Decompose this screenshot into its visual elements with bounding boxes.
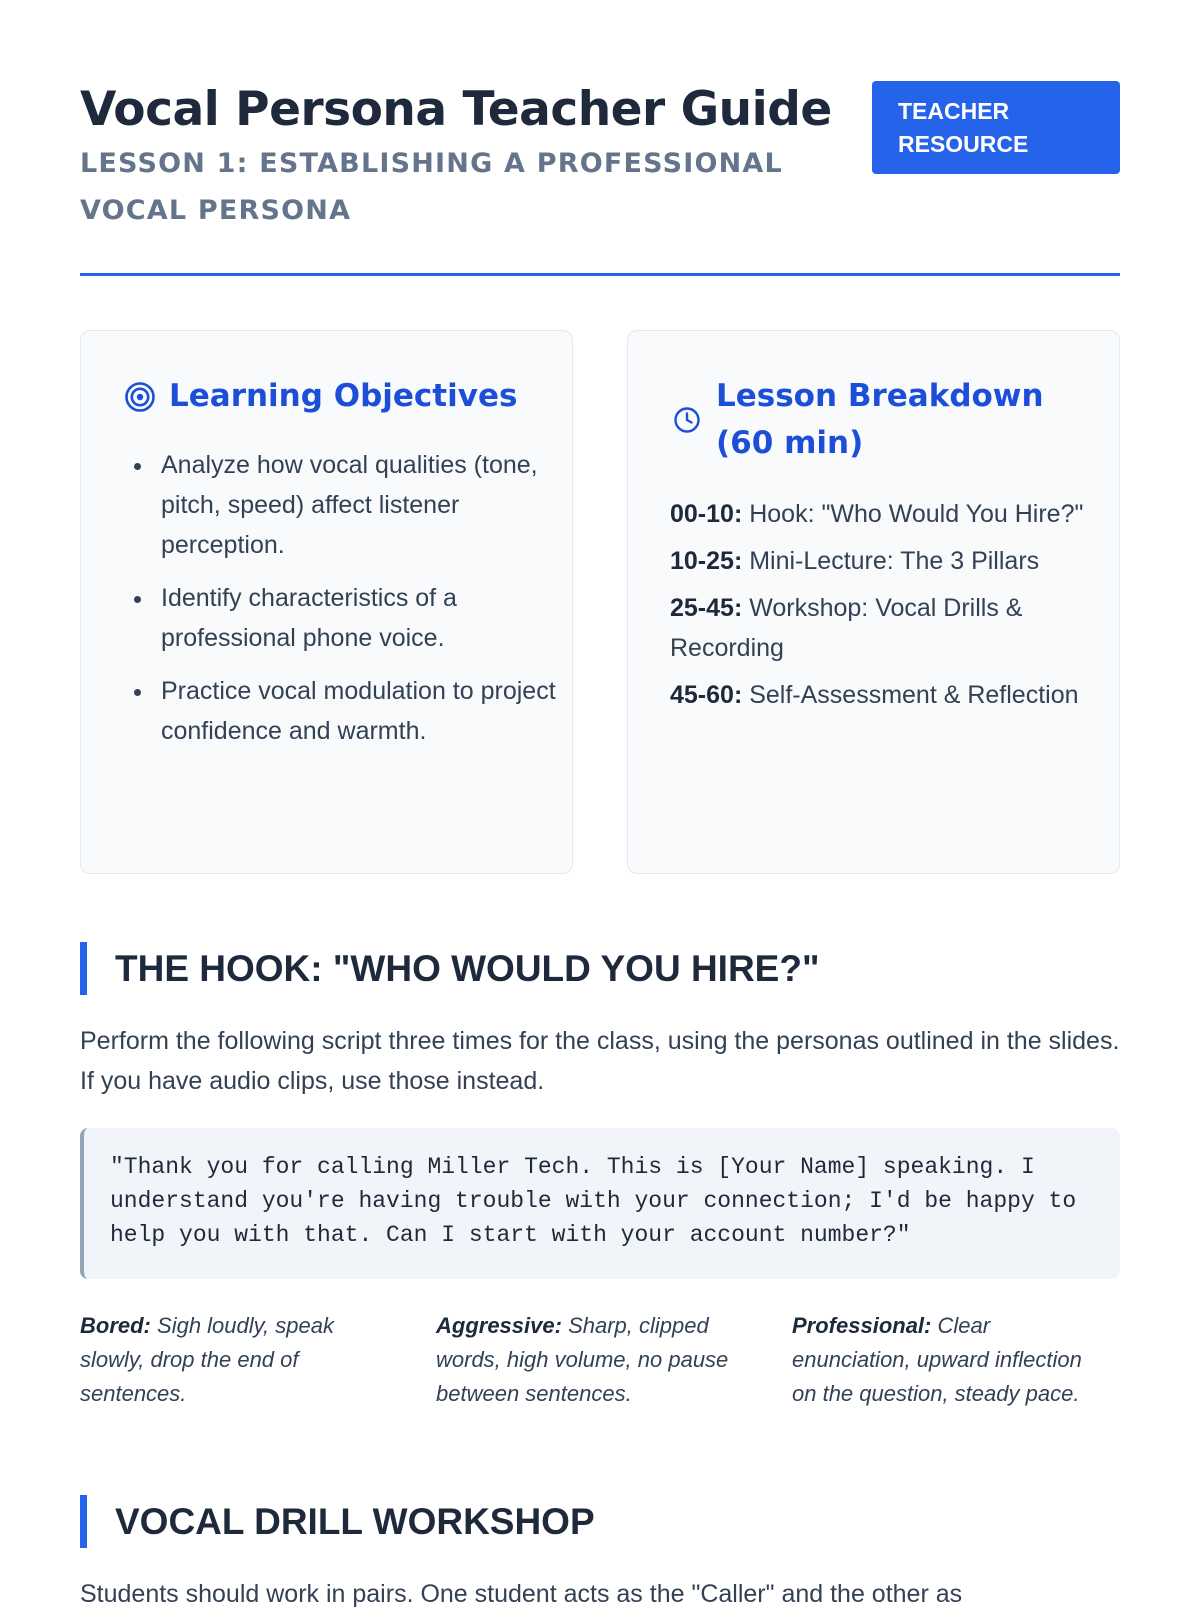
hook-intro-text: Perform the following script three times for the class, using the personas outlined in the slides. If you have audio clips, use those instead. [80, 1027, 1120, 1095]
lesson-breakdown-card [627, 330, 1120, 874]
list-item: • Analyze how vocal qualities (tone, pitch, speed) affect listener perception. [155, 445, 565, 565]
target-icon [123, 380, 157, 414]
persona-bored [80, 1309, 390, 1411]
activity-label: Mini-Lecture: The 3 Pillars [749, 547, 1040, 575]
lesson-breakdown-list [670, 494, 1085, 722]
header-divider [80, 273, 1120, 276]
vocal-drill-intro-text: Students should work in pairs. One student acts as the "Caller" and the other as [80, 1580, 963, 1608]
learning-objectives-card [80, 330, 573, 874]
phone-script-block: "Thank you for calling Miller Tech. This is [Your Name] speaking. I understand you're having trouble with your connection; I'd be happy to help you with that. Can I start with your account number?" [80, 1128, 1120, 1279]
persona-description: Clear enunciation, upward inflection on the question, steady pace. [792, 1313, 1082, 1406]
activity-label: Workshop: Vocal Drills & Recording [670, 594, 1023, 662]
clock-icon [670, 403, 704, 437]
time-range: 45-60: [670, 681, 743, 709]
vocal-drill-section-heading: VOCAL DRILL WORKSHOP [80, 1495, 1120, 1548]
persona-aggressive [436, 1309, 746, 1411]
lesson-breakdown-heading: Lesson Breakdown (60 min) [716, 378, 1044, 461]
document-page [80, 0, 1120, 1608]
list-item: • Practice vocal modulation to project confidence and warmth. [155, 671, 565, 751]
persona-name: Professional: [792, 1313, 932, 1338]
list-item: • Identify characteristics of a professional phone voice. [155, 578, 565, 658]
list-item [670, 588, 1085, 668]
document-header [80, 0, 1120, 276]
persona-descriptions [80, 1309, 1120, 1411]
persona-description: Sharp, clipped words, high volume, no pause between sentences. [436, 1313, 729, 1406]
list-item [670, 494, 1085, 534]
persona-description: Sigh loudly, speak slowly, drop the end of sentences. [80, 1313, 334, 1406]
time-range: 25-45: [670, 594, 743, 622]
persona-name: Bored: [80, 1313, 151, 1338]
learning-objectives-header [123, 373, 542, 420]
hook-section-heading: THE HOOK: "WHO WOULD YOU HIRE?" [80, 942, 1120, 995]
page-title: Vocal Persona Teacher Guide [80, 82, 832, 137]
teacher-resource-badge: TEACHER RESOURCE [872, 81, 1120, 174]
page-subtitle: LESSON 1: ESTABLISHING A PROFESSIONAL VOCAL PERSONA [80, 148, 783, 226]
lesson-breakdown-header [670, 373, 1089, 467]
persona-name: Aggressive: [436, 1313, 562, 1338]
learning-objectives-list [123, 445, 565, 764]
time-range: 10-25: [670, 547, 743, 575]
activity-label: Self-Assessment & Reflection [749, 681, 1079, 709]
list-item [670, 675, 1085, 715]
overview-cards [80, 330, 1120, 874]
activity-label: Hook: "Who Would You Hire?" [749, 500, 1084, 528]
persona-professional [792, 1309, 1102, 1411]
time-range: 00-10: [670, 500, 743, 528]
list-item [670, 541, 1085, 581]
learning-objectives-heading: Learning Objectives [169, 378, 518, 414]
